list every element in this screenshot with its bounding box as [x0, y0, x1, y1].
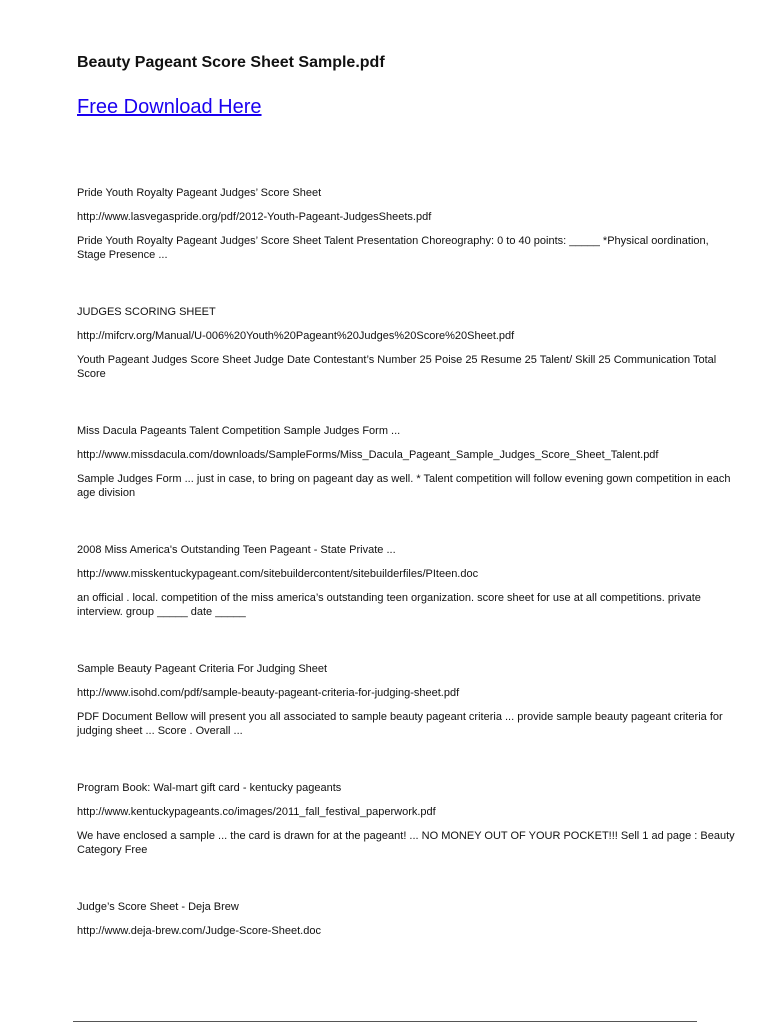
entry-description: an official . local. competition of the miss america’s outstanding teen organization. score sheet for use at all competitions. private interview. group _____ date _____ [77, 592, 701, 618]
free-download-link[interactable]: Free Download Here [77, 96, 262, 118]
entry-description: Pride Youth Royalty Pageant Judges’ Score Sheet Talent Presentation Choreography: 0 to 40 points: _____ *Physical oordination, Stage Presence ... [77, 235, 709, 261]
entry-description: Youth Pageant Judges Score Sheet Judge Date Contestant’s Number 25 Poise 25 Resume 25 Talent/ Skill 25 Communication Total Score [77, 354, 717, 380]
entry-title: Miss Dacula Pageants Talent Competition Sample Judges Form ... [77, 425, 401, 437]
entry-title: Judge’s Score Sheet - Deja Brew [77, 901, 239, 913]
entry-url[interactable]: http://www.misskentuckypageant.com/sitebuildercontent/sitebuilderfiles/PIteen.doc [77, 568, 479, 580]
list-item [77, 900, 737, 938]
entry-title: JUDGES SCORING SHEET [77, 306, 216, 318]
list-item [77, 186, 737, 262]
list-item [77, 781, 737, 857]
entry-description: PDF Document Bellow will present you all associated to sample beauty pageant criteria ... provide sample beauty pageant criteria for judging sheet ... Score . Overall ... [77, 711, 723, 737]
entry-url[interactable]: http://www.isohd.com/pdf/sample-beauty-pageant-criteria-for-judging-sheet.pdf [77, 687, 460, 699]
list-item [77, 543, 737, 619]
list-item [77, 305, 737, 381]
entry-title: 2008 Miss America's Outstanding Teen Pageant - State Private ... [77, 544, 396, 556]
entry-description: Sample Judges Form ... just in case, to bring on pageant day as well. * Talent competition will follow evening gown competition in each age division [77, 473, 731, 499]
footer-divider [73, 1021, 697, 1022]
document-page [77, 52, 737, 981]
entry-title: Program Book: Wal-mart gift card - kentucky pageants [77, 782, 342, 794]
entry-url[interactable]: http://www.deja-brew.com/Judge-Score-Sheet.doc [77, 925, 321, 937]
entry-title: Sample Beauty Pageant Criteria For Judging Sheet [77, 663, 328, 675]
entry-description: We have enclosed a sample ... the card is drawn for at the pageant! ... NO MONEY OUT OF YOUR POCKET!!! Sell 1 ad page : Beauty Category Free [77, 830, 735, 856]
entry-url[interactable]: http://mifcrv.org/Manual/U-006%20Youth%20Pageant%20Judges%20Score%20Sheet.pdf [77, 330, 515, 342]
list-item [77, 662, 737, 738]
entry-url[interactable]: http://www.lasvegaspride.org/pdf/2012-Youth-Pageant-JudgesSheets.pdf [77, 211, 432, 223]
entry-title: Pride Youth Royalty Pageant Judges’ Score Sheet [77, 187, 322, 199]
list-item [77, 424, 737, 500]
entry-url[interactable]: http://www.missdacula.com/downloads/SampleForms/Miss_Dacula_Pageant_Sample_Judges_Score_Sheet_Talent.pdf [77, 449, 659, 461]
entry-url[interactable]: http://www.kentuckypageants.co/images/2011_fall_festival_paperwork.pdf [77, 806, 436, 818]
results-list [77, 186, 737, 938]
document-title: Beauty Pageant Score Sheet Sample.pdf [77, 54, 385, 71]
